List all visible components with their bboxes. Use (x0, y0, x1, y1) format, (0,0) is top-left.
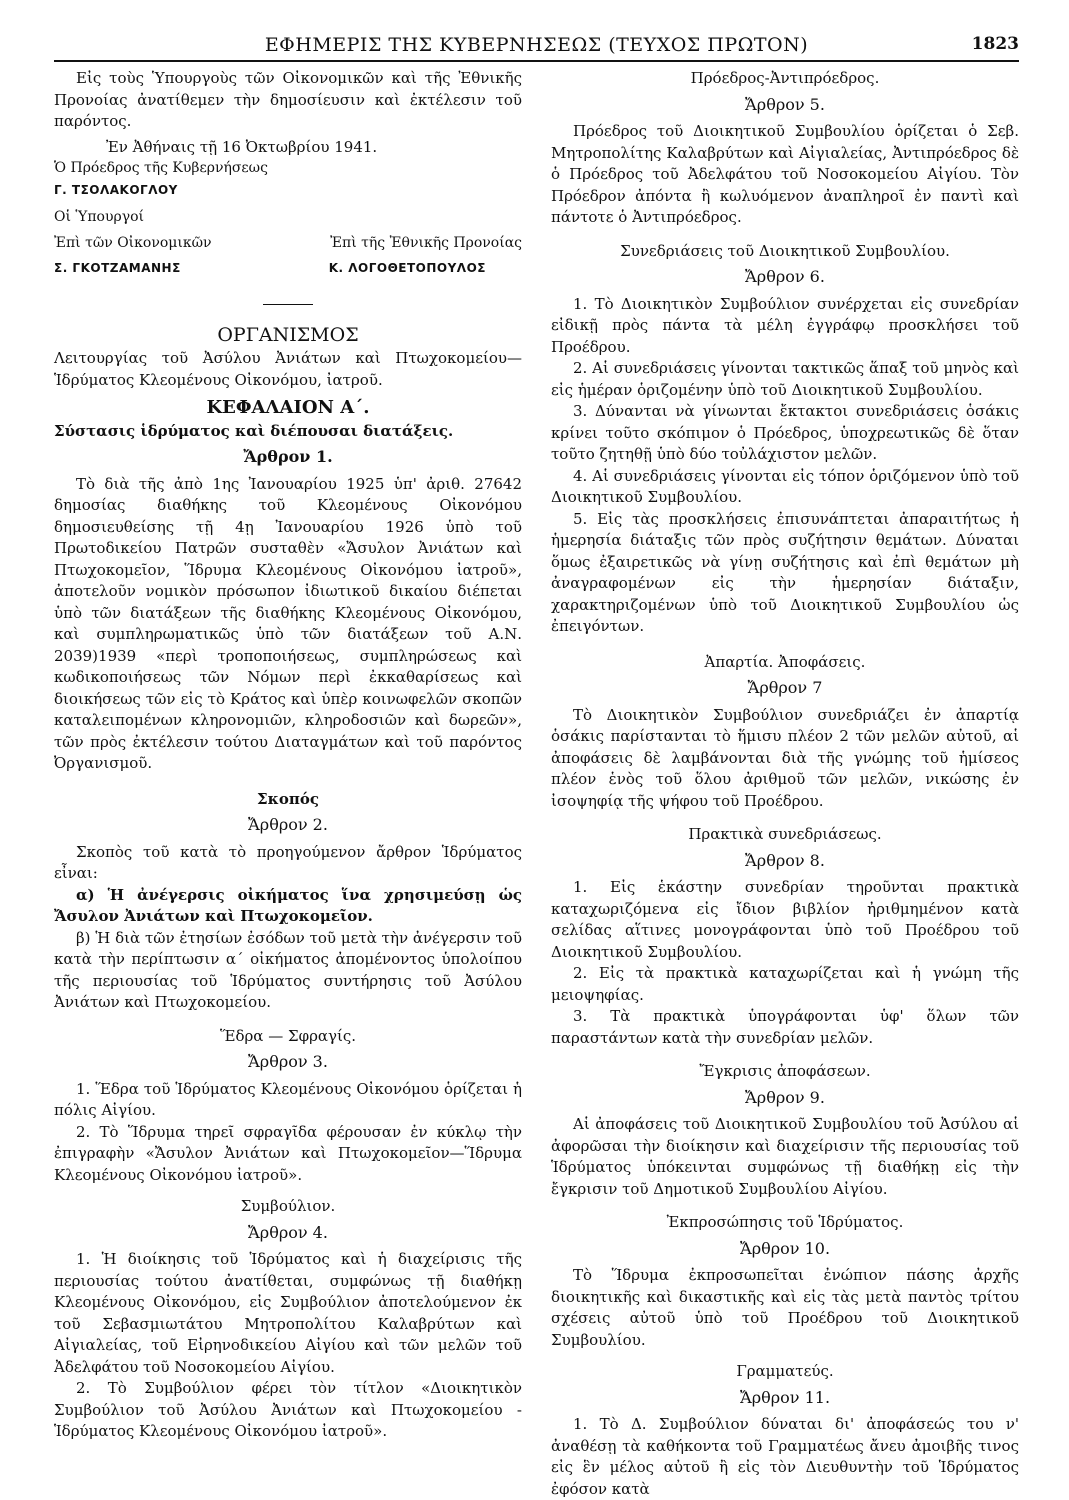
article-4-title: Ἄρθρον 4. (248, 1222, 328, 1242)
section-purpose: Σκοπός (257, 789, 319, 808)
article-2-item-a: α) Ἡ ἀνέγερσις οἰκήματος ἵνα χρησιμεύσῃ ὡς Ἄσυλον Ἀνιάτων καὶ Πτωχοκομεῖον. (54, 885, 522, 925)
article-2-intro: Σκοπὸς τοῦ κατὰ τὸ προηγούμενον ἄρθρον Ἱδρύματος εἶναι: (54, 842, 522, 882)
minister-welfare-label: Ἐπὶ τῆς Ἐθνικῆς Προνοίας (330, 234, 522, 251)
article-4-para-2: 2. Τὸ Συμβούλιον φέρει τὸν τίτλον «Διοικητικὸν Συμβούλιον τοῦ Ἀσύλου Ἀνιάτων καὶ Πτωχοκομείου - Ἱδρύματος Κλεομένους Οἰκονόμου ἰατροῦ». (54, 1379, 522, 1440)
article-6-para-4: 4. Αἱ συνεδριάσεις γίνονται εἰς τόπον ὁριζόμενον ὑπὸ τοῦ Διοικητικοῦ Συμβουλίου. (551, 466, 1019, 506)
article-11-title: Ἄρθρον 11. (739, 1387, 831, 1407)
section-divider (263, 304, 313, 305)
two-column-body (54, 68, 1019, 1500)
article-8-para-3: 3. Τὰ πρακτικὰ ὑπογράφονται ὑφ' ὅλων τῶν παραστάντων κατὰ τὴν συνεδρίαν μελῶν. (551, 1007, 1019, 1047)
section-minutes: Πρακτικὰ συνεδριάσεως. (688, 825, 882, 843)
minister-welfare-signature: Κ. ΛΟΓΟΘΕΤΟΠΟΥΛΟΣ (328, 261, 486, 275)
section-approval: Ἔγκρισις ἀποφάσεων. (699, 1062, 871, 1080)
organisation-subtitle: Λειτουργίας τοῦ Ἀσύλου Ἀνιάτων καὶ Πτωχοκομείου— Ἱδρύματος Κλεομένους Οἰκονόμου, ἰατροῦ. (54, 349, 522, 389)
organisation-title: ΟΡΓΑΝΙΣΜΟΣ (217, 323, 359, 346)
article-2-title: Ἄρθρον 2. (248, 815, 328, 834)
ministers-label: Οἱ Ὑπουργοί (54, 209, 144, 225)
section-secretary: Γραμματεύς. (736, 1362, 834, 1380)
article-7-title: Ἄρθρον 7 (747, 678, 823, 697)
article-8-para-1: 1. Εἰς ἑκάστην συνεδρίαν τηροῦνται πρακτικὰ καταχωριζόμενα εἰς ἴδιον βιβλίον ἠριθμημένον κατὰ σελίδας αἵτινες μονογράφονται ὑπὸ τοῦ Προέδρου τοῦ Διοικητικοῦ Συμβουλίου. (551, 878, 1019, 961)
section-council: Συμβούλιον. (240, 1197, 336, 1215)
article-6-para-5: 5. Εἰς τὰς προσκλήσεις ἐπισυνάπτεται ἀπαραιτήτως ἡ ἡμερησία διάταξις τῶν πρὸς συζήτησιν θεμάτων. Δύναται ὅμως ἐξαιρετικῶς νὰ γίνῃ συζήτησις καὶ ἐπὶ θεμάτων μὴ ἀναγραφομένων εἰς τὴν ἡμερησίαν διάταξιν, χαρακτηριζομένων ὑπὸ τοῦ Διοικητικοῦ Συμβουλίου ὡς ἐπειγόντων. (551, 509, 1019, 635)
ministers-titles (54, 233, 522, 255)
article-10-text: Τὸ Ἵδρυμα ἐκπροσωπεῖται ἐνώπιον πάσης ἀρχῆς διοικητικῆς καὶ δικαστικῆς καὶ εἰς τὰς μετὰ παντὸς τρίτου σχέσεις αὐτοῦ ὑπὸ τοῦ Προέδρου τοῦ Διοικητικοῦ Συμβουλίου. (551, 1266, 1019, 1349)
decree-closing-text: Εἰς τοὺς Ὑπουργοὺς τῶν Οἰκονομικῶν καὶ τῆς Ἐθνικῆς Προνοίας ἀνατίθεμεν τὴν δημοσίευσιν καὶ ἐκτέλεσιν τοῦ παρόντος. (54, 69, 522, 130)
decree-date: Ἐν Ἀθήναις τῇ 16 Ὀκτωβρίου 1941. (106, 137, 378, 156)
minister-finance-signature: Σ. ΓΚΟΤΖΑΜΑΝΗΣ (54, 261, 181, 275)
section-quorum: Ἀπαρτία. Ἀποφάσεις. (704, 652, 866, 671)
article-5-title: Ἄρθρον 5. (745, 94, 825, 114)
article-10-title: Ἄρθρον 10. (739, 1238, 831, 1258)
right-column (551, 68, 1019, 1500)
section-representation: Ἐκπροσώπησις τοῦ Ἱδρύματος. (666, 1213, 904, 1231)
gazette-title: ΕΦΗΜΕΡΙΣ ΤΗΣ ΚΥΒΕΡΝΗΣΕΩΣ (ΤΕΥΧΟΣ ΠΡΩΤΟΝ) (264, 34, 809, 56)
chapter-subheading: Σύστασις ἱδρύματος καὶ διέπουσαι διατάξεις. (54, 421, 454, 440)
page-number: 1823 (971, 34, 1019, 54)
article-9-title: Ἄρθρον 9. (745, 1087, 825, 1107)
article-5-text: Πρόεδρος τοῦ Διοικητικοῦ Συμβουλίου ὁρίζεται ὁ Σεβ. Μητροπολίτης Καλαβρύτων καὶ Αἰγιαλείας, Ἀντιπρόεδρος δὲ ὁ Πρόεδρος τοῦ Ἀδελφάτου τοῦ Νοσοκομείου Αἰγίου. Τὸν Πρόεδρον ἀπόντα ἢ κωλυόμενον ἀναπληροῖ ἐν παντὶ καὶ πάντοτε ὁ Ἀντιπρόεδρος. (551, 122, 1019, 226)
article-8-para-2: 2. Εἰς τὰ πρακτικὰ καταχωρίζεται καὶ ἡ γνώμη τῆς μειοψηφίας. (551, 964, 1019, 1004)
article-2-item-b: β) Ἡ διὰ τῶν ἐτησίων ἐσόδων τοῦ μετὰ τὴν ἀνέγερσιν τοῦ κατὰ τὴν περίπτωσιν α΄ οἰκήματος ἀπομένοντος ὑπολοίπου τῆς περιουσίας τοῦ Ἱδρύματος συντήρησις τοῦ Ἀσύλου Ἀνιάτων καὶ Πτωχοκομείου. (54, 928, 522, 1011)
article-1-title: Ἄρθρον 1. (243, 447, 333, 466)
chapter-heading: ΚΕΦΑΛΑΙΟΝ Α΄. (206, 397, 370, 418)
ministers-signatures (54, 258, 522, 280)
president-label: Ὁ Πρόεδρος τῆς Κυβερνήσεως (54, 160, 268, 176)
article-3-para-1: 1. Ἕδρα τοῦ Ἱδρύματος Κλεομένους Οἰκονόμου ὁρίζεται ἡ πόλις Αἰγίου. (54, 1079, 522, 1119)
article-9-text: Αἱ ἀποφάσεις τοῦ Διοικητικοῦ Συμβουλίου τοῦ Ἀσύλου αἱ ἀφορῶσαι τὴν διοίκησιν καὶ διαχείρισιν τῆς περιουσίας τοῦ Ἱδρύματος ὑπόκεινται συμφώνως τῇ διαθήκῃ εἰς τὴν ἔγκρισιν τοῦ Δημοτικοῦ Συμβουλίου Αἰγίου. (551, 1115, 1019, 1198)
article-8-title: Ἄρθρον 8. (745, 850, 825, 870)
article-4-para-1: 1. Ἡ διοίκησις τοῦ Ἱδρύματος καὶ ἡ διαχείρισις τῆς περιουσίας τούτου ἀνατίθεται, συμφώνως τῇ διαθήκῃ Κλεομένους Οἰκονόμου, εἰς Συμβούλιον ἀποτελούμενον ἐκ τοῦ Σεβασμιωτάτου Μητροπολίτου Καλαβρύτων καὶ Αἰγιαλείας, τοῦ Εἰρηνοδικείου Αἰγίου καὶ τῶν μελῶν τοῦ Ἀδελφάτου τοῦ Νοσοκομείου Αἰγίου. (54, 1250, 522, 1376)
article-6-para-3: 3. Δύνανται νὰ γίνωνται ἔκτακτοι συνεδριάσεις ὁσάκις κρίνει τοῦτο σκόπιμον ὁ Πρόεδρος, ὑποχρεωτικῶς δὲ ὅταν τοῦτο ζητηθῇ ὑπὸ δύο τοὐλάχιστον μελῶν. (551, 402, 1019, 463)
president-signature: Γ. ΤΣΟΛΑΚΟΓΛΟΥ (54, 182, 178, 197)
article-3-title: Ἄρθρον 3. (248, 1052, 328, 1071)
section-seat-seal: Ἕδρα — Σφραγίς. (219, 1026, 357, 1045)
article-3-para-2: 2. Τὸ Ἵδρυμα τηρεῖ σφραγῖδα φέρουσαν ἐν κύκλῳ τὴν ἐπιγραφὴν «Ἄσυλον Ἀνιάτων καὶ Πτωχοκομεῖον—Ἵδρυμα Κλεομένους Οἰκονόμου ἰατροῦ». (54, 1122, 522, 1184)
page-header (54, 30, 1019, 62)
section-president: Πρόεδρος-Ἀντιπρόεδρος. (690, 69, 880, 87)
article-6-para-2: 2. Αἱ συνεδριάσεις γίνονται τακτικῶς ἅπαξ τοῦ μηνὸς καὶ εἰς ἡμέραν ὁριζομένην ὑπὸ τοῦ Διοικητικοῦ Συμβουλίου. (551, 359, 1019, 399)
article-6-para-1: 1. Τὸ Διοικητικὸν Συμβούλιον συνέρχεται εἰς συνεδρίαν εἰδικῇ πρὸς πάντα τὰ μέλη ἐγγράφῳ προσκλήσει τοῦ Προέδρου. (551, 294, 1019, 356)
article-1-text: Τὸ διὰ τῆς ἀπὸ 1ης Ἰανουαρίου 1925 ὑπ' ἀριθ. 27642 δημοσίας διαθήκης τοῦ Κλεομένους Οἰκονόμου δημοσιευθείσης τῇ 4ῃ Ἰανουαρίου 1926 ὑπὸ τοῦ Πρωτοδικείου Πατρῶν συσταθὲν «Ἄσυλον Ἀνιάτων καὶ Πτωχοκομεῖον, Ἵδρυμα Κλεομένους Οἰκονόμου ἰατροῦ», ἀποτελοῦν νομικὸν πρόσωπον ἰδιωτικοῦ δικαίου διέπεται ὑπὸ τῶν διατάξεων τῆς διαθήκης Κλεομένους Οἰκονόμου, καὶ συμπληρωματικῶς ὑπὸ τῶν διατάξεων τοῦ Α.Ν. 2039)1939 «περὶ τροποποιήσεως, συμπληρώσεως καὶ κωδικοποιήσεως τῶν Νόμων περὶ ἐκκαθαρίσεως καὶ διοικήσεως τῶν εἰς τὸ Κράτος καὶ ὑπὲρ κοινωφελῶν σκοπῶν καταλειπομένων κληρονομιῶν, κληροδοσιῶν καὶ δωρεῶν», τῶν πρὸς ἐκτέλεσιν τούτου Διαταγμάτων καὶ τοῦ παρόντος Ὀργανισμοῦ. (54, 474, 522, 772)
article-7-text: Τὸ Διοικητικὸν Συμβούλιον συνεδριάζει ἐν ἀπαρτίᾳ ὁσάκις παρίστανται τὸ ἥμισυ πλέον 2 τῶν μελῶν αὐτοῦ, αἱ ἀποφάσεις δὲ λαμβάνονται διὰ τῆς γνώμης τοῦ ἡμίσεος πλέον ἑνὸς τοῦ ὅλου ἀριθμοῦ τῶν μελῶν, νικώσης ἐν ἰσοψηφίᾳ τῆς ψήφου τοῦ Προέδρου. (551, 705, 1019, 810)
minister-finance-label: Ἐπὶ τῶν Οἰκονομικῶν (54, 234, 212, 251)
article-6-title: Ἄρθρον 6. (745, 267, 825, 286)
left-column (54, 68, 522, 1500)
article-11-text: 1. Τὸ Δ. Συμβούλιον δύναται δι' ἀποφάσεώς του ν' ἀναθέσῃ τὰ καθήκοντα τοῦ Γραμματέως ἄνευ ἀμοιβῆς τινος εἰς ἓν μέλος αὐτοῦ ἢ εἰς τὸν Διευθυντὴν τοῦ Ἱδρύματος ἐφόσον κατὰ (551, 1415, 1019, 1498)
section-meetings: Συνεδριάσεις τοῦ Διοικητικοῦ Συμβουλίου. (620, 241, 950, 260)
